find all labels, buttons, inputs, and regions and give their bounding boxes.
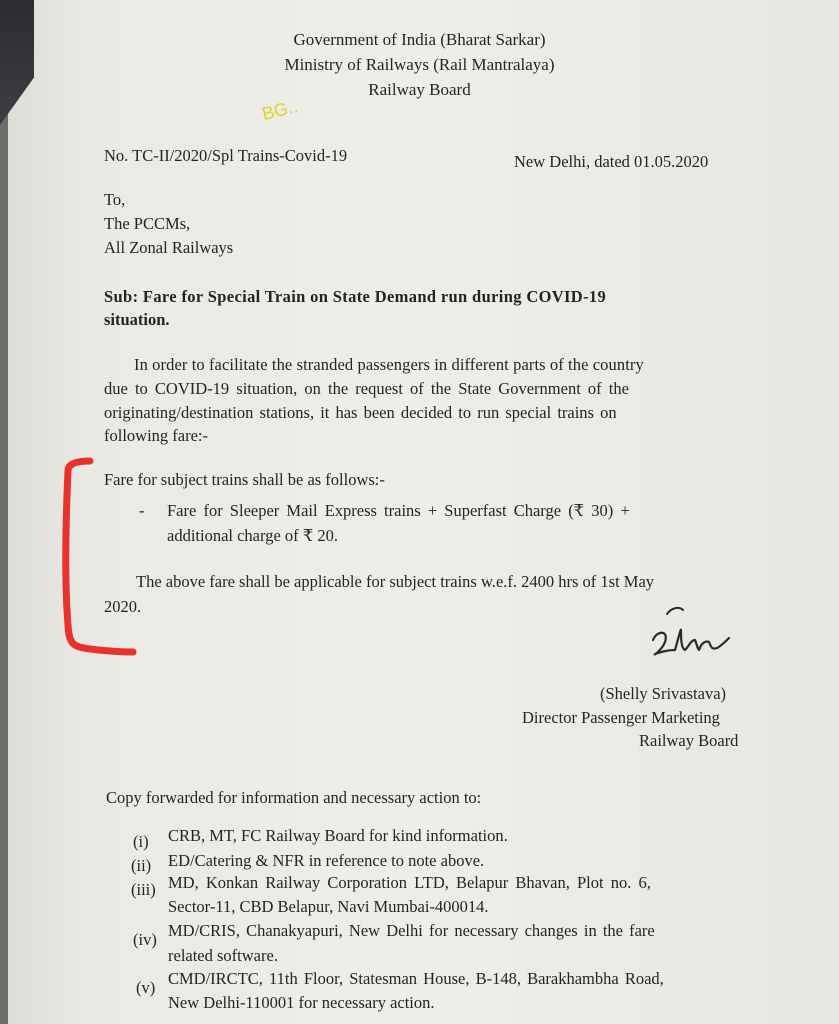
copy-item-2-text: ED/Catering & NFR in reference to note above. — [168, 851, 485, 870]
applicability-line-2: 2020. — [104, 597, 142, 616]
fare-line-2: additional charge of ₹ 20. — [167, 526, 339, 545]
copy-item-4-line-2: related software. — [168, 946, 278, 965]
reference-number: No. TC-II/2020/Spl Trains-Covid-19 — [104, 146, 348, 165]
subject-line-2: situation. — [104, 310, 170, 329]
address-to: To, — [104, 190, 126, 209]
letter-date: New Delhi, dated 01.05.2020 — [514, 152, 709, 171]
applicability-line-1: The above fare shall be applicable for subject trains w.e.f. 2400 hrs of 1st May — [136, 572, 655, 591]
copy-item-1-text: CRB, MT, FC Railway Board for kind information. — [168, 826, 508, 845]
copy-item-2-num: (ii) — [131, 856, 152, 875]
header-government: Government of India (Bharat Sarkar) — [293, 30, 546, 49]
copy-item-4-line-1: MD/CRIS, Chanakyapuri, New Delhi for necessary changes in the fare — [168, 921, 655, 940]
header-board: Railway Board — [368, 80, 471, 99]
intro-line-3: originating/destination stations, it has been decided to run special trains on — [104, 403, 617, 422]
signature-icon — [645, 600, 735, 670]
copy-item-5-line-1: CMD/IRCTC, 11th Floor, Statesman House, B-148, Barakhambha Road, — [168, 969, 664, 988]
copy-item-3-num: (iii) — [131, 880, 156, 899]
intro-line-4: following fare:- — [104, 426, 209, 445]
copy-item-5-num: (v) — [136, 978, 156, 997]
subject-line-1: Sub: Fare for Special Train on State Demand run during COVID-19 — [104, 287, 607, 306]
copy-item-3-line-2: Sector-11, CBD Belapur, Navi Mumbai-400014. — [168, 897, 489, 916]
address-line-1: The PCCMs, — [104, 214, 191, 233]
copy-heading: Copy forwarded for information and necessary action to: — [106, 788, 482, 807]
signatory-name: (Shelly Srivastava) — [600, 684, 727, 703]
signatory-office: Railway Board — [639, 731, 739, 750]
handwritten-stamp: BG.. — [259, 95, 300, 125]
copy-item-5-line-2: New Delhi-110001 for necessary action. — [168, 993, 435, 1012]
copy-item-3-line-1: MD, Konkan Railway Corporation LTD, Belapur Bhavan, Plot no. 6, — [168, 873, 651, 892]
signatory-designation: Director Passenger Marketing — [522, 708, 720, 727]
header-ministry: Ministry of Railways (Rail Mantralaya) — [284, 55, 555, 74]
address-line-2: All Zonal Railways — [104, 238, 234, 257]
fare-heading: Fare for subject trains shall be as follows:- — [104, 470, 385, 489]
intro-line-2: due to COVID-19 situation, on the request of the State Government of the — [104, 379, 629, 398]
fare-bullet: - — [139, 501, 145, 520]
intro-line-1: In order to facilitate the stranded passengers in different parts of the country — [134, 355, 644, 374]
fare-line-1: Fare for Sleeper Mail Express trains + Superfast Charge (₹ 30) + — [167, 501, 630, 520]
copy-item-1-num: (i) — [133, 832, 149, 851]
copy-item-4-num: (iv) — [133, 930, 157, 949]
